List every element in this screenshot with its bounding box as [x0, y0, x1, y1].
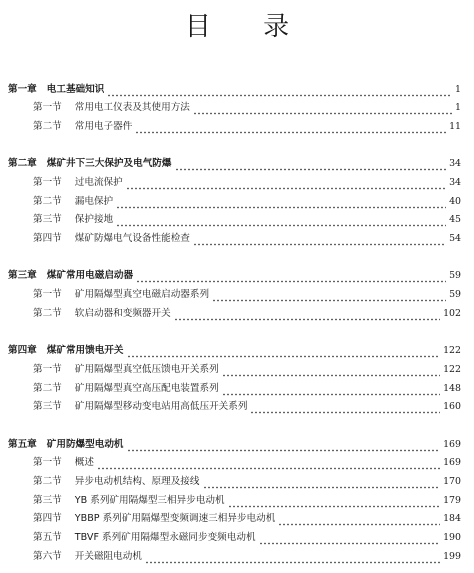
section-number: 第一节 [33, 102, 62, 113]
page-number: 122 [443, 345, 461, 356]
toc-section[interactable] [0, 194, 474, 210]
section-number: 第一节 [33, 457, 62, 468]
chapter-title: 电工基础知识 [46, 84, 105, 95]
leader-dots [107, 86, 452, 98]
page-number: 45 [449, 214, 461, 225]
leader-dots [175, 160, 447, 172]
leader-dots [259, 534, 441, 546]
section-number: 第五节 [33, 532, 62, 543]
section-number: 第六节 [33, 551, 62, 562]
section-title: 常用电工仪表及其使用方法 [74, 102, 190, 113]
leader-dots [193, 235, 446, 247]
section-title: 煤矿防爆电气设备性能检查 [74, 233, 190, 244]
section-number: 第四节 [33, 233, 62, 244]
chapter-number: 第四章 [8, 345, 37, 356]
page-number: 184 [443, 513, 461, 524]
section-number: 第二节 [33, 383, 62, 394]
section-title: 漏电保护 [74, 196, 114, 207]
chapter-number: 第五章 [8, 439, 37, 450]
page-number: 59 [449, 270, 461, 281]
leader-dots [116, 198, 446, 210]
leader-dots [127, 441, 441, 453]
chapter-title: 矿用防爆型电动机 [46, 439, 124, 450]
section-number: 第四节 [33, 513, 62, 524]
leader-dots [126, 179, 446, 191]
toc-section[interactable] [0, 231, 474, 247]
toc-section[interactable] [0, 455, 474, 471]
section-title: 矿用隔爆型真空低压馈电开关系列 [74, 364, 219, 375]
section-title: 软启动器和变频器开关 [74, 308, 171, 319]
section-title: 矿用隔爆型真空电磁启动器系列 [74, 289, 210, 300]
toc-section[interactable] [0, 511, 474, 527]
section-title: 概述 [74, 457, 94, 468]
page-number: 11 [449, 121, 461, 132]
chapter-title: 煤矿井下三大保护及电气防爆 [46, 158, 172, 169]
chapter-title: 煤矿常用馈电开关 [46, 345, 124, 356]
leader-dots [145, 553, 440, 565]
section-title: 过电流保护 [74, 177, 123, 188]
section-number: 第二节 [33, 308, 62, 319]
toc-section[interactable] [0, 212, 474, 228]
section-title: YB 系列矿用隔爆型三相异步电动机 [74, 495, 225, 506]
page-number: 122 [443, 364, 461, 375]
page-number: 199 [443, 551, 461, 562]
toc-section[interactable] [0, 175, 474, 191]
chapter-title: 煤矿常用电磁启动器 [46, 270, 134, 281]
page-number: 160 [443, 401, 461, 412]
page-number: 59 [449, 289, 461, 300]
toc-chapter-5[interactable] [0, 437, 474, 453]
section-title: 常用电子器件 [74, 121, 133, 132]
section-number: 第二节 [33, 196, 62, 207]
page-number: 179 [443, 495, 461, 506]
toc-section[interactable] [0, 474, 474, 490]
section-number: 第二节 [33, 476, 62, 487]
leader-dots [222, 385, 440, 397]
leader-dots [135, 123, 446, 135]
section-title: YBBP 系列矿用隔爆型变频调速三相异步电动机 [74, 513, 276, 524]
section-title: 保护接地 [74, 214, 114, 225]
toc-chapter-4[interactable] [0, 343, 474, 359]
section-number: 第一节 [33, 177, 62, 188]
toc-section[interactable] [0, 530, 474, 546]
section-title: 开关磁阻电动机 [74, 551, 142, 562]
section-title: 矿用隔爆型真空高压配电装置系列 [74, 383, 219, 394]
toc-section[interactable] [0, 287, 474, 303]
page-number: 102 [443, 308, 461, 319]
leader-dots [97, 459, 440, 471]
section-title: TBVF 系列矿用隔爆型永磁同步变频电动机 [74, 532, 256, 543]
section-number: 第三节 [33, 495, 62, 506]
toc-section[interactable] [0, 306, 474, 322]
toc-section[interactable] [0, 362, 474, 378]
page-number: 1 [455, 84, 461, 95]
leader-dots [228, 497, 441, 509]
leader-dots [203, 478, 441, 490]
page-number: 190 [443, 532, 461, 543]
page-number: 54 [449, 233, 461, 244]
leader-dots [278, 515, 440, 527]
toc-section[interactable] [0, 493, 474, 509]
section-title: 异步电动机结构、原理及接线 [74, 476, 200, 487]
toc-chapter-1[interactable] [0, 82, 474, 98]
page-number: 34 [449, 177, 461, 188]
page-number: 170 [443, 476, 461, 487]
toc-section[interactable] [0, 100, 474, 116]
leader-dots [222, 366, 440, 378]
leader-dots [127, 347, 441, 359]
section-number: 第三节 [33, 401, 62, 412]
chapter-number: 第三章 [8, 270, 37, 281]
page-number: 169 [443, 457, 461, 468]
leader-dots [136, 272, 446, 284]
leader-dots [193, 104, 452, 116]
toc-chapter-3[interactable] [0, 268, 474, 284]
toc-section[interactable] [0, 119, 474, 135]
page-title: 目 录 [184, 12, 312, 42]
chapter-number: 第一章 [8, 84, 37, 95]
leader-dots [212, 291, 446, 303]
toc-section[interactable] [0, 549, 474, 565]
section-number: 第一节 [33, 364, 62, 375]
toc-chapter-2[interactable] [0, 156, 474, 172]
leader-dots [250, 403, 440, 415]
chapter-number: 第二章 [8, 158, 37, 169]
page-number: 1 [455, 102, 461, 113]
toc-section[interactable] [0, 399, 474, 415]
leader-dots [174, 310, 440, 322]
page-number: 40 [449, 196, 461, 207]
page-number: 169 [443, 439, 461, 450]
leader-dots [116, 216, 446, 228]
section-title: 矿用隔爆型移动变电站用高低压开关系列 [74, 401, 248, 412]
toc-section[interactable] [0, 381, 474, 397]
section-number: 第二节 [33, 121, 62, 132]
page-number: 148 [443, 383, 461, 394]
page-number: 34 [449, 158, 461, 169]
section-number: 第一节 [33, 289, 62, 300]
section-number: 第三节 [33, 214, 62, 225]
